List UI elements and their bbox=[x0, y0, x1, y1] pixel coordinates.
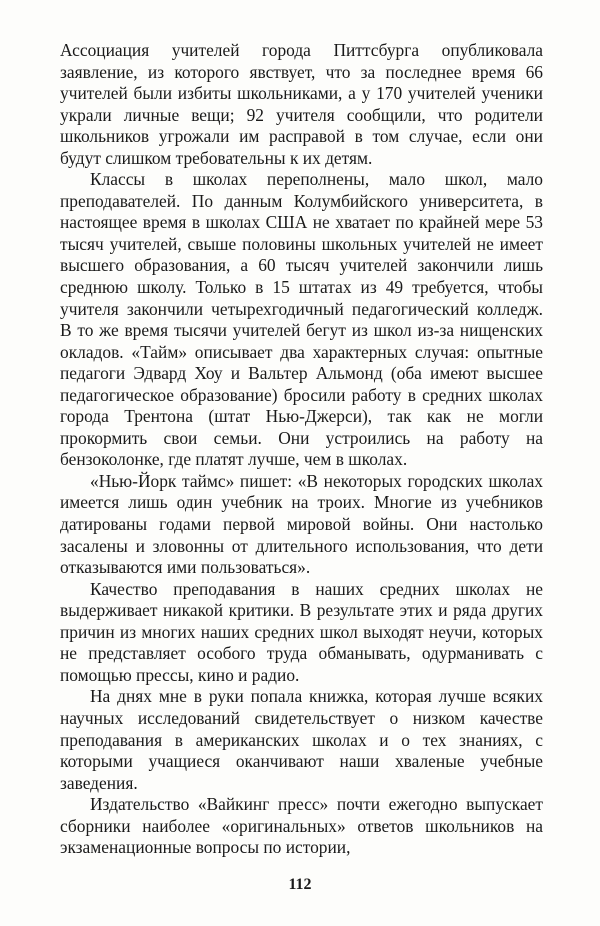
body-text bbox=[60, 40, 543, 859]
paragraph-pittsburgh-teachers: Ассоциация учителей города Питтсбурга опубликовала заявление, из которого явствует, что за последнее время 66 учителей были избиты школьниками, а у 170 учителей ученики украли личные вещи; 92 учителя сообщили, что родители школьников угрожали им расправой в том случае, если они будут слишком требовательны к их детям. bbox=[60, 40, 543, 168]
paragraph-viking-press: Издательство «Вайкинг пресс» почти ежегодно выпускает сборники наиболее «оригинальных» ответов школьников на экзаменационные вопросы по истории, bbox=[60, 794, 543, 858]
paragraph-overcrowded-classes: Классы в школах переполнены, мало школ, мало преподавателей. По данным Колумбийского университета, в настоящее время в школах США не хватает по крайней мере 53 тысяч учителей, свыше половины школьных учителей не имеет высшего образования, а 60 тысяч учителей закончили лишь среднюю школу. Только в 15 штатах из 49 требуется, чтобы учителя закончили четырехгодичный педагогический колледж. В то же время тысячи учителей бегут из школ из-за нищенских окладов. «Тайм» описывает два характерных случая: опытные педагоги Эдвард Хоу и Вальтер Альмонд (оба имеют высшее педагогическое образование) бросили работу в средних школах города Трентона (штат Нью-Джерси), так как не могли прокормить свои семьи. Они устроились на работу на бензоколонке, где платят лучше, чем в школах. bbox=[60, 169, 543, 470]
paragraph-new-york-times: «Нью-Йорк таймс» пишет: «В некоторых городских школах имеется лишь один учебник на троих. Многие из учебников датированы годами первой мировой войны. Они настолько засалены и зловонны от длительного использования, что дети отказываются ими пользоваться». bbox=[60, 470, 543, 578]
paragraph-teaching-quality: Качество преподавания в наших средних школах не выдерживает никакой критики. В результате этих и ряда других причин из многих наших средних школ выходят неучи, которых не представляет особого труда обманывать, одурманивать с помощью прессы, кино и радио. bbox=[60, 578, 543, 685]
paragraph-book: На днях мне в руки попала книжка, которая лучше всяких научных исследований свидетельствует о низком качестве преподавания в американских школах и о тех знаниях, с которыми учащиеся оканчивают наши хваленые учебные заведения. bbox=[60, 686, 543, 793]
page-number: 112 bbox=[288, 876, 312, 893]
